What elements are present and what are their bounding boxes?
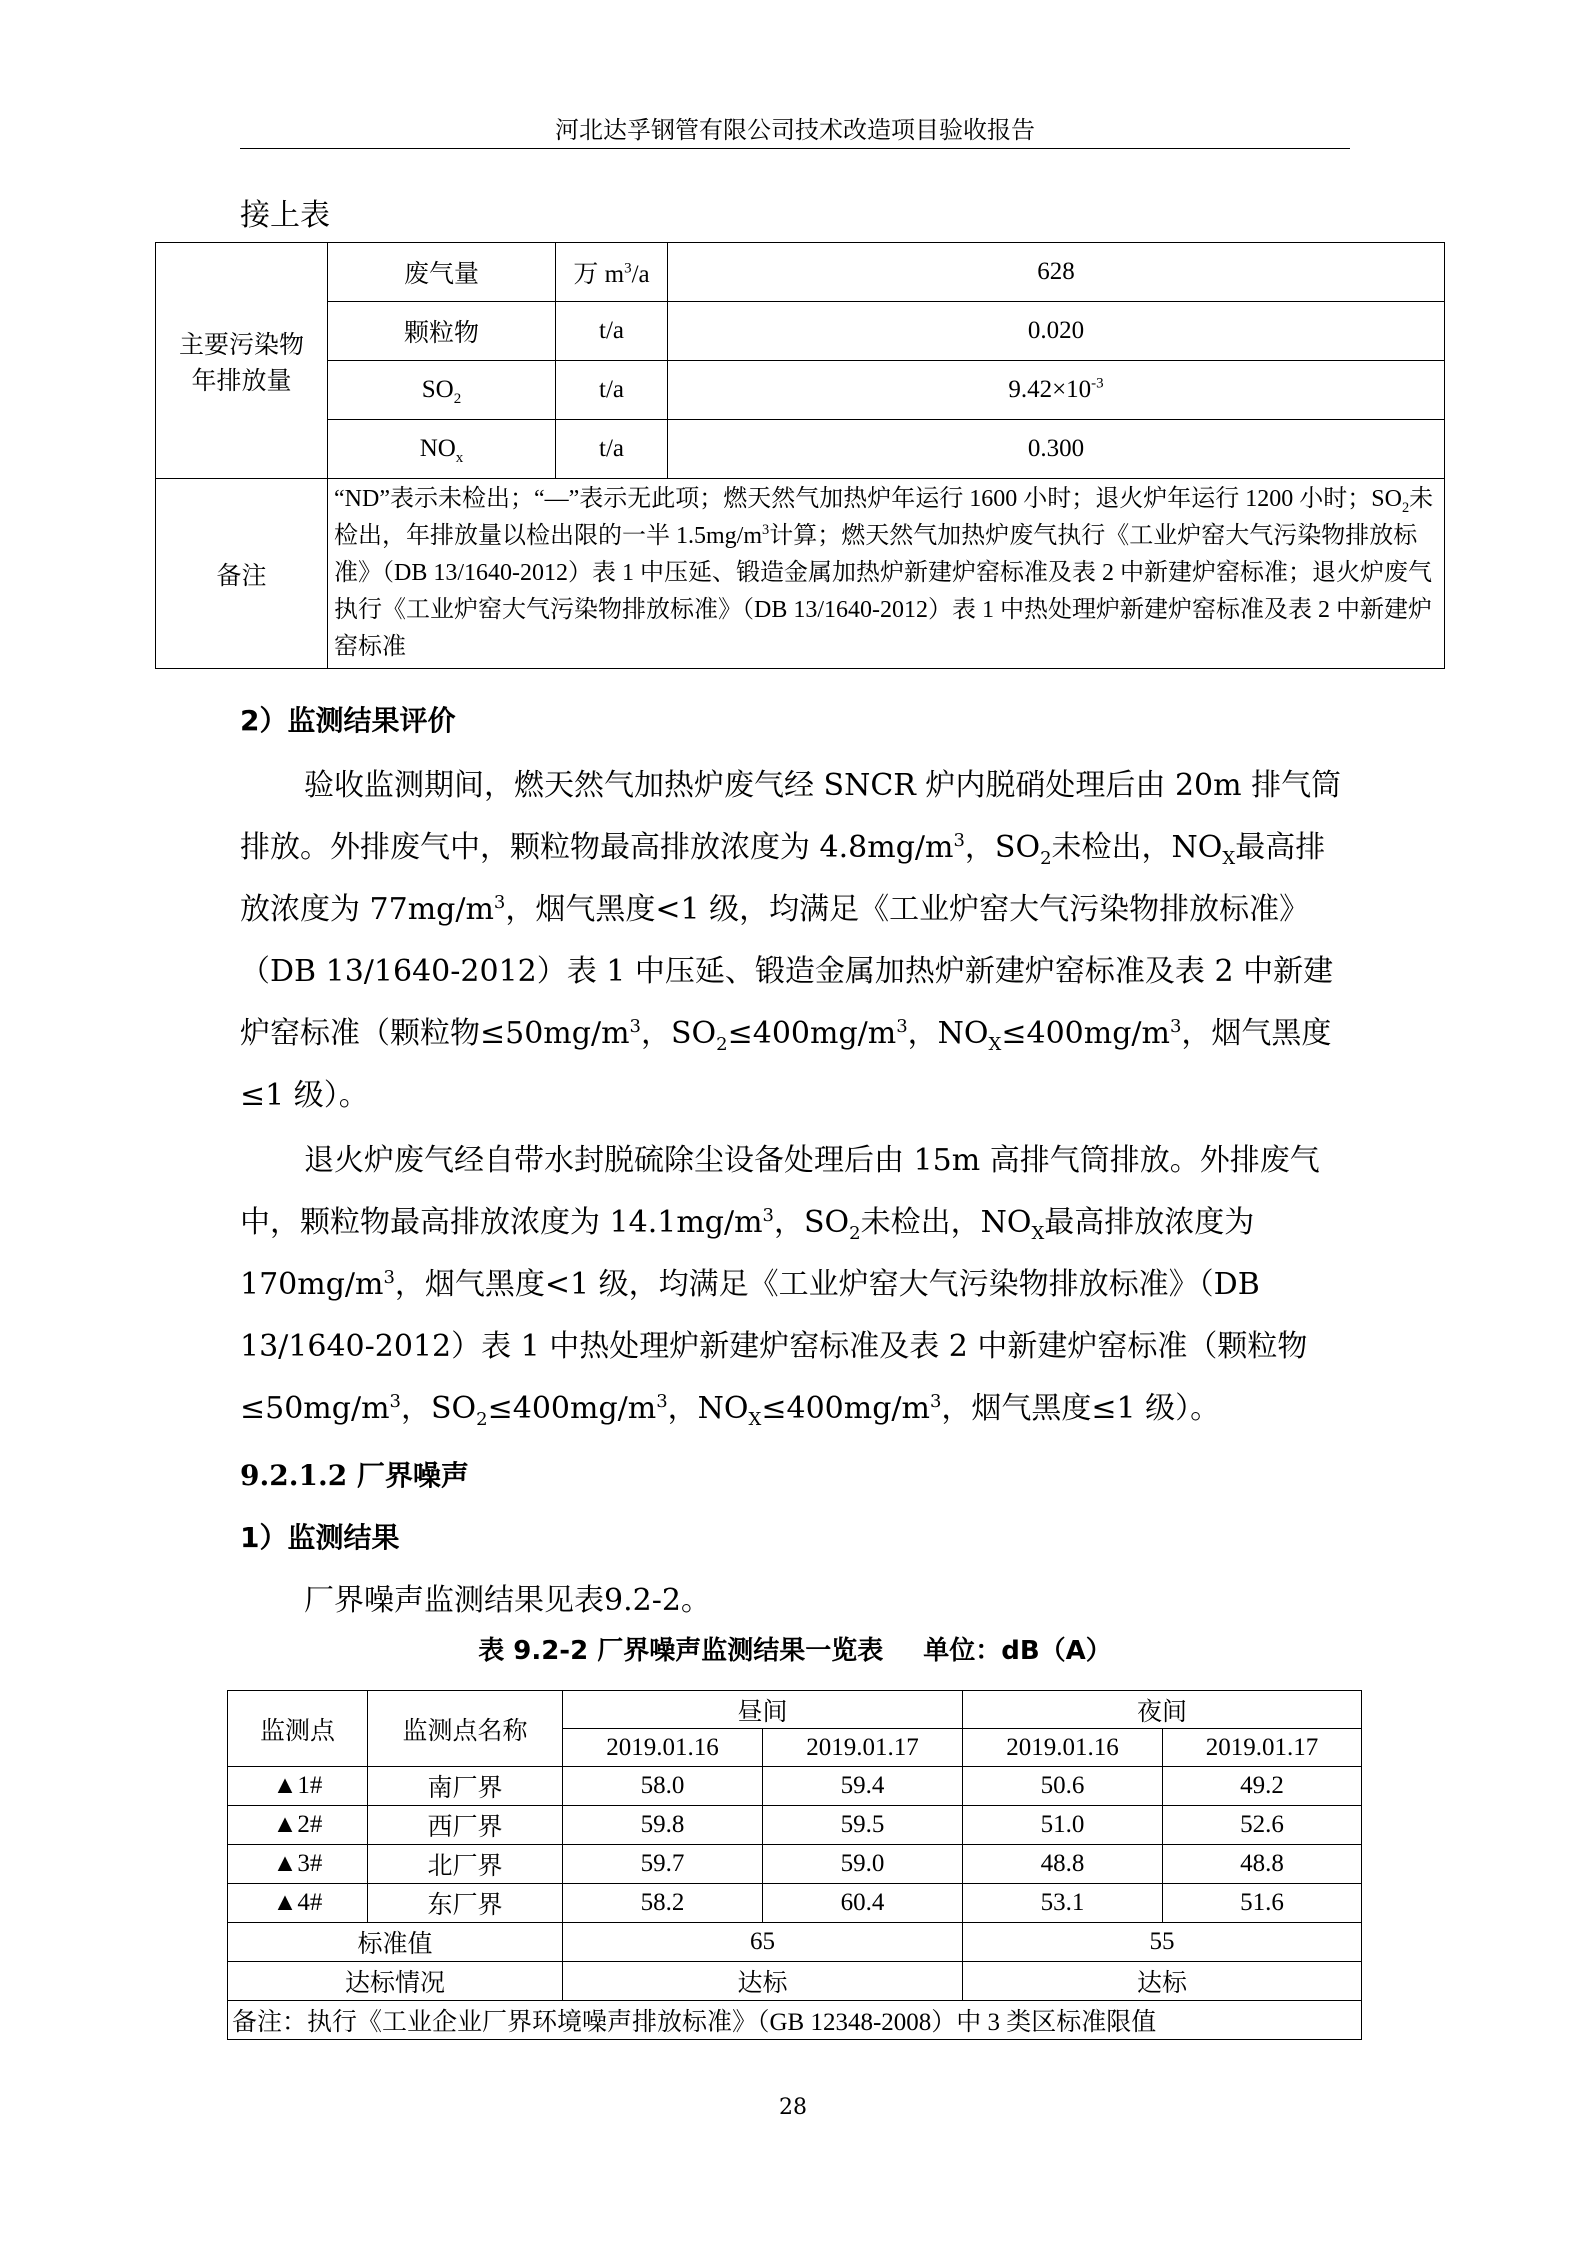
std-label-cell: 标准值: [228, 1923, 563, 1962]
unit-cell: [556, 243, 668, 302]
section-heading-eval: 2）监测结果评价: [240, 704, 456, 737]
point-cell: ▲3#: [228, 1845, 368, 1884]
header-rule: [240, 148, 1350, 149]
note-cell: [328, 479, 1445, 669]
group-label-line2: 年排放量: [191, 367, 292, 395]
value-cell: 58.2: [563, 1884, 763, 1923]
sup: 3: [953, 830, 965, 851]
sup: 3: [656, 1391, 668, 1412]
paragraph-furnace: [240, 755, 1350, 1127]
caption-unit: 单位：dB（A）: [923, 1636, 1112, 1666]
para-text: ≤400mg/m: [487, 1391, 657, 1426]
value-cell: 51.0: [963, 1806, 1163, 1845]
table-row: [156, 302, 1445, 361]
table-row: [228, 1845, 1362, 1884]
sub: 2: [716, 1034, 728, 1055]
para-text: ，SO: [640, 1016, 717, 1051]
col-point-header: 监测点: [228, 1691, 368, 1767]
item-cell: [328, 361, 556, 420]
date-header: 2019.01.17: [763, 1729, 963, 1767]
sup: 3: [389, 1391, 401, 1412]
note-label-cell: 备注: [156, 479, 328, 669]
table-row: [228, 1806, 1362, 1845]
night-header: 夜间: [963, 1691, 1362, 1729]
table-row: [156, 243, 1445, 302]
para-text: ，SO: [400, 1391, 477, 1426]
table-row: [228, 1884, 1362, 1923]
value-cell: 53.1: [963, 1884, 1163, 1923]
sup: 3: [896, 1016, 908, 1037]
para-text: 未检出，NO: [860, 1205, 1032, 1240]
sub: X: [1031, 1223, 1045, 1244]
name-cell: 南厂界: [368, 1767, 563, 1806]
note-sub: 2: [1401, 499, 1410, 516]
comp-night-cell: 达标: [963, 1962, 1362, 2001]
sup: 3: [762, 1205, 774, 1226]
value-text: 9.42×10: [1008, 376, 1092, 403]
para-text: ，NO: [667, 1391, 749, 1426]
name-cell: 北厂界: [368, 1845, 563, 1884]
emission-table: [155, 242, 1445, 669]
caption-title: 表 9.2-2 厂界噪声监测结果一览表: [478, 1636, 884, 1666]
para-text: ，SO: [774, 1205, 850, 1240]
para-text: 未检出，NO: [1051, 830, 1223, 865]
group-label-line1: 主要污染物: [178, 331, 304, 359]
continued-label: 接上表: [240, 198, 330, 233]
para-text: ，烟气黑度≤1 级）。: [240, 1016, 1332, 1113]
note-text: 未检出，年排放量以检出限的一半 1.5mg/m: [334, 486, 1434, 549]
para-text: 最高排放浓度为 170mg/m: [240, 1205, 1255, 1302]
sub: 2: [1040, 848, 1052, 869]
sub: X: [1222, 848, 1236, 869]
value-cell: 48.8: [1163, 1845, 1362, 1884]
table-row: [156, 361, 1445, 420]
note-text: “ND”表示未检出；“—”表示无此项；燃天然气加热炉年运行 1600 小时；退火炉年运行 1200 小时；SO: [334, 486, 1402, 512]
section-heading-noise: 9.2.1.2 厂界噪声: [240, 1459, 469, 1492]
page-number: 28: [779, 2095, 807, 2120]
section-heading-result: 1）监测结果: [240, 1521, 400, 1554]
point-cell: ▲2#: [228, 1806, 368, 1845]
table-row: [156, 420, 1445, 479]
note-text: 计算；燃天然气加热炉废气执行《工业炉窑大气污染物排放标准》（DB 13/1640-2012）表 1 中压延、锻造金属加热炉新建炉窑标准及表 2 中新建炉窑标准；退火炉废气执行《工业炉窑大气污染物排放标准》（DB 13/1640-2012）表 1 中热处理炉新建炉窑标准及表 2 中新建炉窑标准: [334, 523, 1432, 660]
unit-sup: 3: [624, 260, 632, 277]
paragraph-annealing: [240, 1130, 1350, 1440]
group-label-cell: [156, 243, 328, 479]
item-cell: [328, 420, 556, 479]
note-row: [228, 2001, 1362, 2040]
value-cell: 52.6: [1163, 1806, 1362, 1845]
value-sup: -3: [1091, 375, 1104, 392]
para-text: ，烟气黑度≤1 级）。: [941, 1391, 1221, 1426]
date-header: 2019.01.17: [1163, 1729, 1362, 1767]
page-header: 河北达孚钢管有限公司技术改造项目验收报告: [555, 116, 1035, 144]
point-cell: ▲4#: [228, 1884, 368, 1923]
compliance-row: [228, 1962, 1362, 2001]
value-cell: 51.6: [1163, 1884, 1362, 1923]
value-cell: 59.7: [563, 1845, 763, 1884]
std-day-cell: 65: [563, 1923, 963, 1962]
sub: X: [988, 1034, 1002, 1055]
table-caption: [240, 1630, 1350, 1667]
table-row: [228, 1767, 1362, 1806]
comp-label-cell: 达标情况: [228, 1962, 563, 2001]
day-header: 昼间: [563, 1691, 963, 1729]
para-text: 退火炉废气经自带水封脱硫除尘设备处理后由 15m 高排气筒排放。外排废气中，颗粒物最高排放浓度为 14.1mg/m: [240, 1143, 1320, 1240]
value-cell: 0.020: [668, 302, 1445, 361]
value-cell: 59.4: [763, 1767, 963, 1806]
sub: 2: [476, 1409, 488, 1430]
para-text: ≤400mg/m: [761, 1391, 930, 1426]
para-text: 验收监测期间，燃天然气加热炉废气经 SNCR 炉内脱硝处理后由 20m 排气筒排放。外排废气中，颗粒物最高排放浓度为 4.8mg/m: [240, 768, 1342, 865]
value-cell: 50.6: [963, 1767, 1163, 1806]
item-text: SO: [421, 376, 454, 403]
value-cell: 0.300: [668, 420, 1445, 479]
item-sub: x: [455, 450, 464, 466]
standard-row: [228, 1923, 1362, 1962]
sup: 3: [1169, 1016, 1182, 1037]
sub: 2: [849, 1223, 861, 1244]
para-text: ，烟气黑度<1 级，均满足《工业炉窑大气污染物排放标准》（DB 13/1640-2012）表 1 中热处理炉新建炉窑标准及表 2 中新建炉窑标准（颗粒物≤50mg/m: [240, 1267, 1308, 1426]
value-cell: 628: [668, 243, 1445, 302]
item-cell: 废气量: [328, 243, 556, 302]
unit-cell: t/a: [556, 420, 668, 479]
std-night-cell: 55: [963, 1923, 1362, 1962]
item-cell: 颗粒物: [328, 302, 556, 361]
sub: X: [748, 1409, 762, 1430]
unit-text: 万 m: [573, 261, 625, 288]
noise-table: [227, 1690, 1362, 2040]
value-cell: [668, 361, 1445, 420]
value-cell: 58.0: [563, 1767, 763, 1806]
para-text: ，SO: [964, 830, 1041, 865]
col-name-header: 监测点名称: [368, 1691, 563, 1767]
table-header-row: [228, 1691, 1362, 1729]
item-sub: 2: [453, 391, 462, 407]
sup: 3: [629, 1016, 641, 1037]
para-text: ≤400mg/m: [1001, 1016, 1170, 1051]
date-header: 2019.01.16: [563, 1729, 763, 1767]
name-cell: 西厂界: [368, 1806, 563, 1845]
comp-day-cell: 达标: [563, 1962, 963, 2001]
sup: 3: [929, 1391, 942, 1412]
item-text: NO: [419, 435, 456, 462]
note-sup: 3: [762, 522, 770, 538]
name-cell: 东厂界: [368, 1884, 563, 1923]
sup: 3: [493, 892, 506, 913]
value-cell: 60.4: [763, 1884, 963, 1923]
table-row: [156, 479, 1445, 669]
para-text: ，烟气黑度<1 级，均满足《工业炉窑大气污染物排放标准》（DB 13/1640-2012）表 1 中压延、锻造金属加热炉新建炉窑标准及表 2 中新建炉窑标准（颗粒物≤50mg/m: [240, 892, 1334, 1051]
para-text: ≤400mg/m: [727, 1016, 897, 1051]
value-cell: 59.8: [563, 1806, 763, 1845]
para-text: ，NO: [907, 1016, 989, 1051]
paragraph-noise-ref: 厂界噪声监测结果见表9.2-2。: [304, 1583, 711, 1618]
sup: 3: [383, 1267, 395, 1288]
unit-tail: /a: [631, 261, 650, 288]
value-cell: 59.5: [763, 1806, 963, 1845]
value-cell: 59.0: [763, 1845, 963, 1884]
para-text: 最高排放浓度为 77mg/m: [240, 830, 1326, 927]
value-cell: 48.8: [963, 1845, 1163, 1884]
value-cell: 49.2: [1163, 1767, 1362, 1806]
date-header: 2019.01.16: [963, 1729, 1163, 1767]
unit-cell: t/a: [556, 302, 668, 361]
table-note-cell: 备注：执行《工业企业厂界环境噪声排放标准》（GB 12348-2008）中 3 类区标准限值: [228, 2001, 1362, 2040]
unit-cell: t/a: [556, 361, 668, 420]
point-cell: ▲1#: [228, 1767, 368, 1806]
